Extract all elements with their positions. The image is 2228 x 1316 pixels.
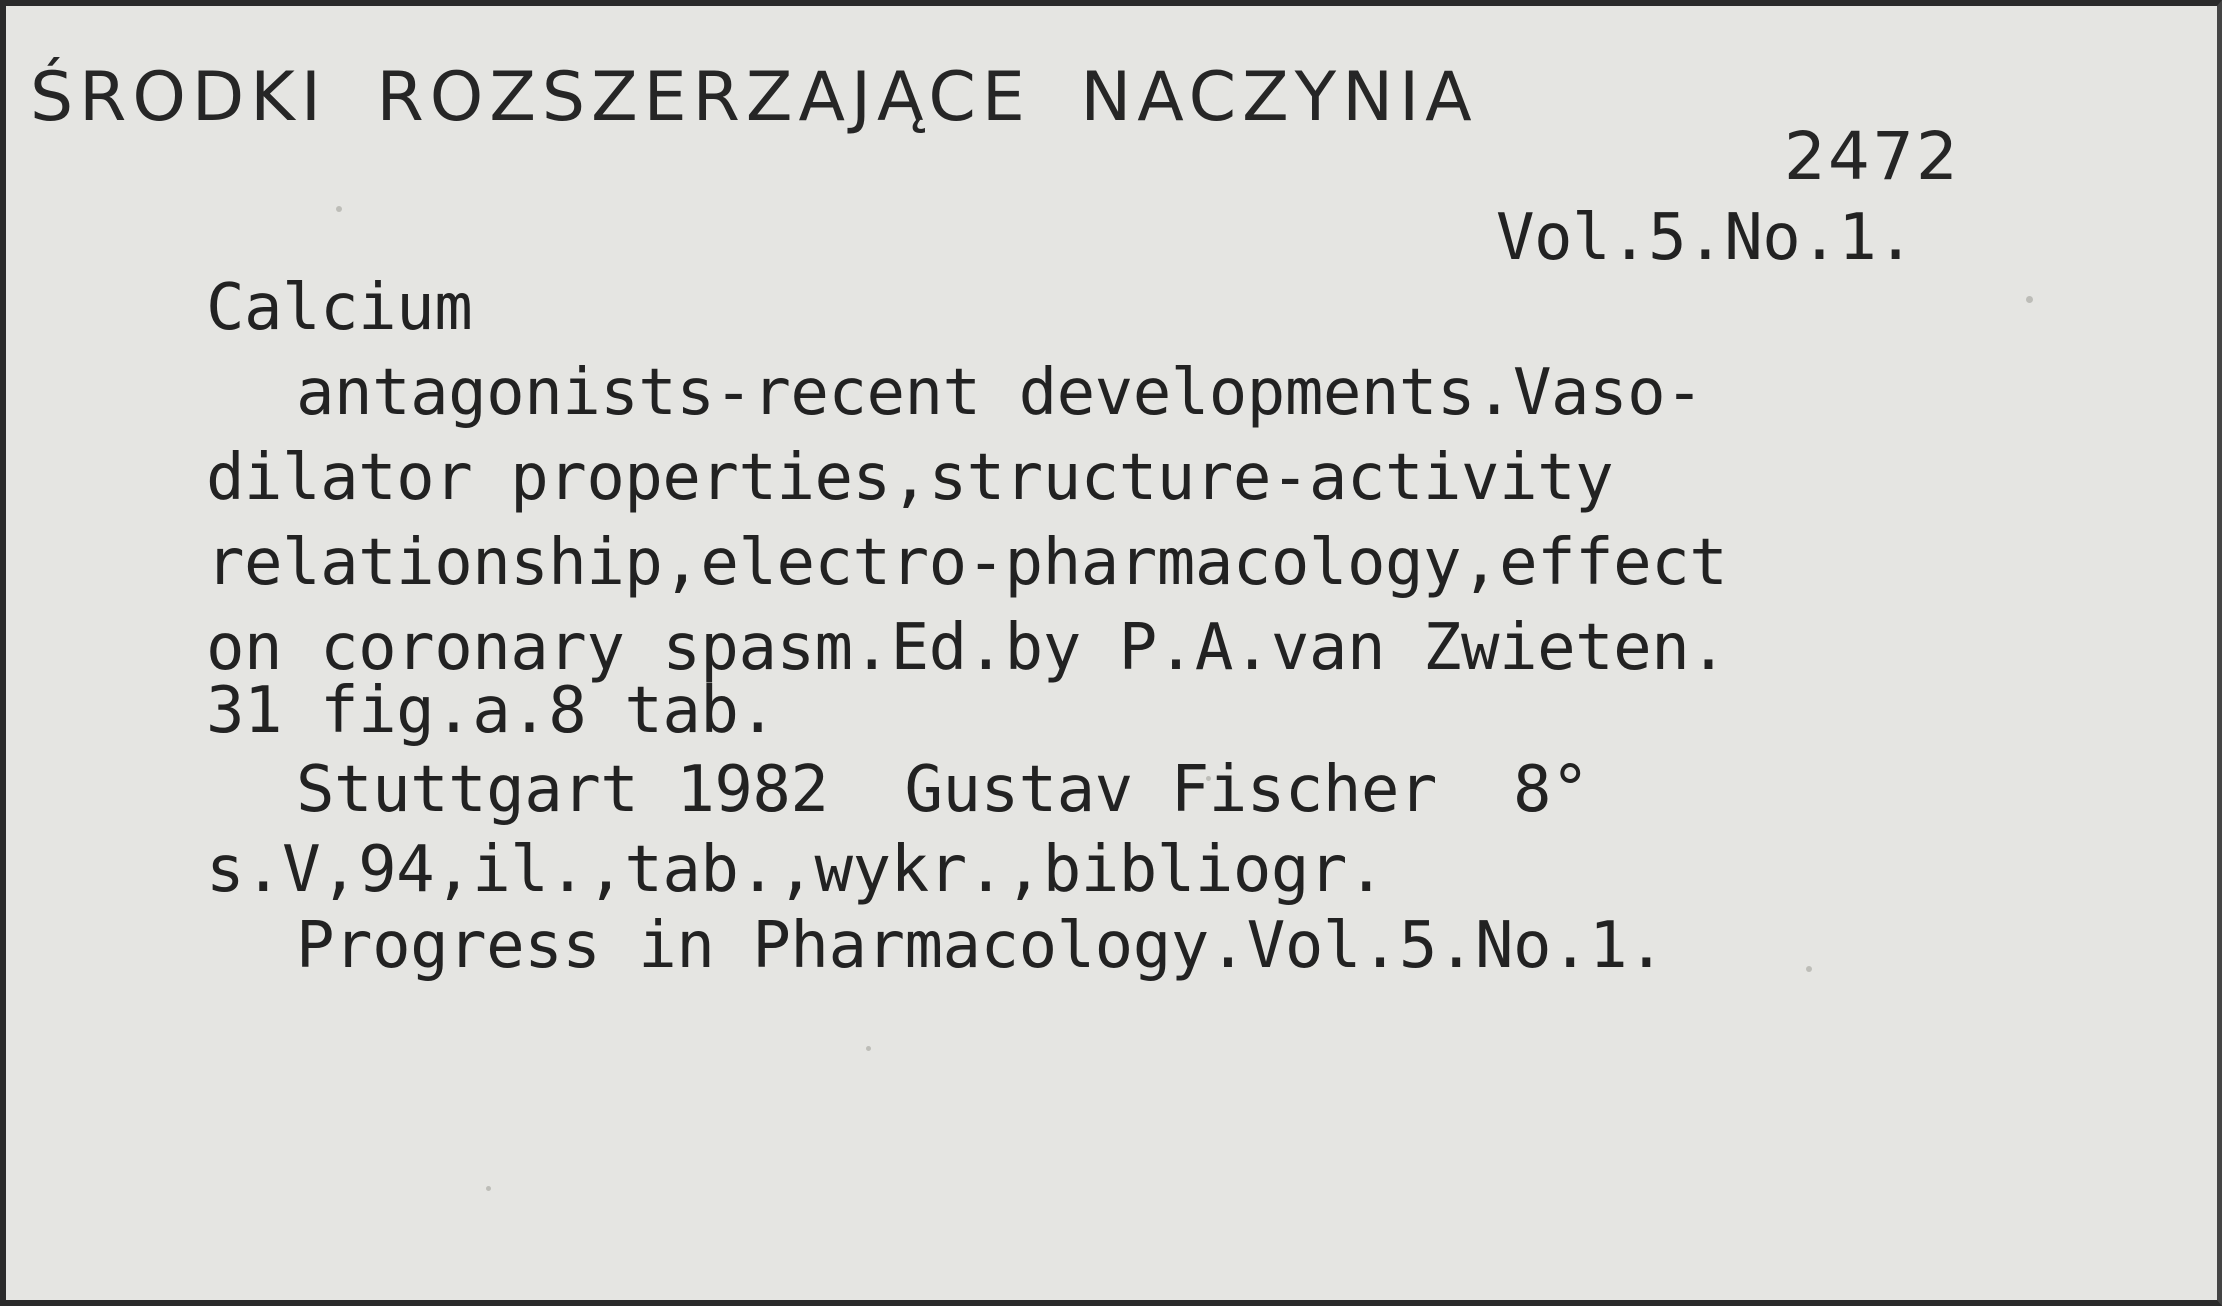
accession-number: 2472 [1784, 118, 1960, 195]
title-line: antagonists-recent developments.Vaso- [296, 356, 1704, 430]
illustrations-line: 31 fig.a.8 tab. [206, 674, 777, 748]
title-line: relationship,electro-pharmacology,effect [206, 526, 1728, 600]
title-line: Calcium [206, 271, 473, 345]
paper-speck [866, 1046, 871, 1051]
series-statement: Progress in Pharmacology.Vol.5.No.1. [296, 909, 1666, 983]
editor-line: on coronary spasm.Ed.by P.A.van Zwieten. [206, 611, 1728, 685]
title-line: dilator properties,structure-activity [206, 441, 1614, 515]
paper-speck [486, 1186, 491, 1191]
paper-speck [336, 206, 342, 212]
imprint-line: Stuttgart 1982 Gustav Fischer 8° [296, 753, 1590, 827]
paper-speck [2026, 296, 2033, 303]
paper-speck [1806, 966, 1812, 972]
subject-heading: ŚRODKI ROZSZERZAJĄCE NACZYNIA [30, 58, 1478, 137]
series-reference: Vol.5.No.1. [1496, 201, 1915, 275]
collation-line: s.V,94,il.,tab.,wykr.,bibliogr. [206, 833, 1385, 907]
